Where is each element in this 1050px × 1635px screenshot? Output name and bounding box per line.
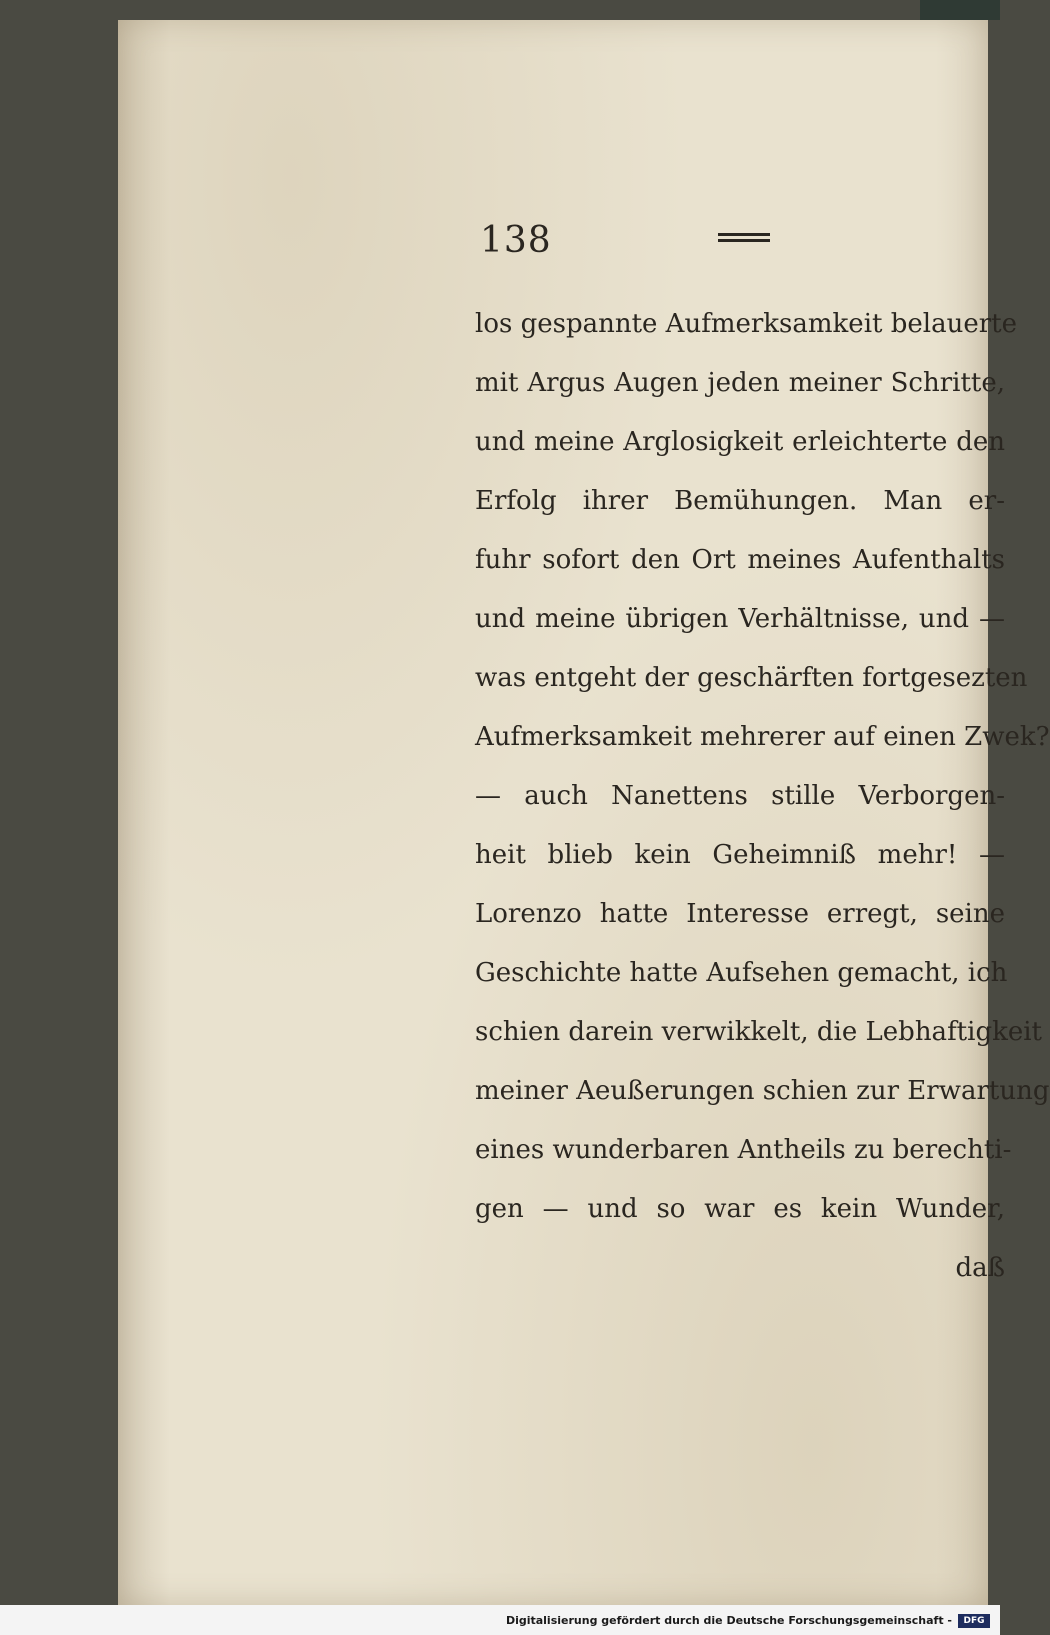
text-line: Geschichte hatte Aufsehen gemacht, ich bbox=[475, 958, 1008, 988]
text-line: Lorenzo hatte Interesse erregt, seine bbox=[475, 899, 1005, 929]
text-block bbox=[475, 295, 1050, 1298]
book-page bbox=[118, 20, 1050, 1605]
text-line: Erfolg ihrer Bemühungen. Man er- bbox=[475, 486, 1005, 516]
header-rule bbox=[718, 233, 770, 243]
text-line: eines wunderbaren Antheils zu berechti- bbox=[475, 1135, 1012, 1165]
header-rule-bar bbox=[718, 239, 770, 242]
text-line: und meine Arglosigkeit erleichterte den bbox=[475, 427, 1005, 457]
text-line: — auch Nanettens stille Verborgen- bbox=[475, 781, 1005, 811]
funding-credit: Digitalisierung gefördert durch die Deutsche Forschungsgemeinschaft - bbox=[505, 1614, 952, 1627]
text-line: fuhr sofort den Ort meines Aufenthalts bbox=[475, 545, 1005, 575]
text-line: was entgeht der geschärften fortgesezten bbox=[475, 663, 1028, 693]
dfg-logo: DFG bbox=[958, 1614, 990, 1628]
text-line: mit Argus Augen jeden meiner Schritte, bbox=[475, 368, 1005, 398]
text-line: Aufmerksamkeit mehrerer auf einen Zwek? bbox=[475, 722, 1050, 752]
text-line: gen — und so war es kein Wunder, bbox=[475, 1194, 1005, 1224]
catchword: daß bbox=[955, 1253, 1005, 1283]
text-line: meiner Aeußerungen schien zur Erwartung bbox=[475, 1076, 1050, 1106]
text-line: schien darein verwikkelt, die Lebhaftigkeit bbox=[475, 1017, 1042, 1047]
footer-band bbox=[0, 1605, 1000, 1635]
text-line: heit blieb kein Geheimniß mehr! — bbox=[475, 840, 1005, 870]
scan-border bbox=[920, 0, 1000, 20]
text-line: und meine übrigen Verhältnisse, und — bbox=[475, 604, 1005, 634]
header-rule-bar bbox=[718, 233, 770, 236]
page-number: 138 bbox=[480, 220, 552, 261]
text-line: los gespannte Aufmerksamkeit belauerte bbox=[475, 309, 1017, 339]
